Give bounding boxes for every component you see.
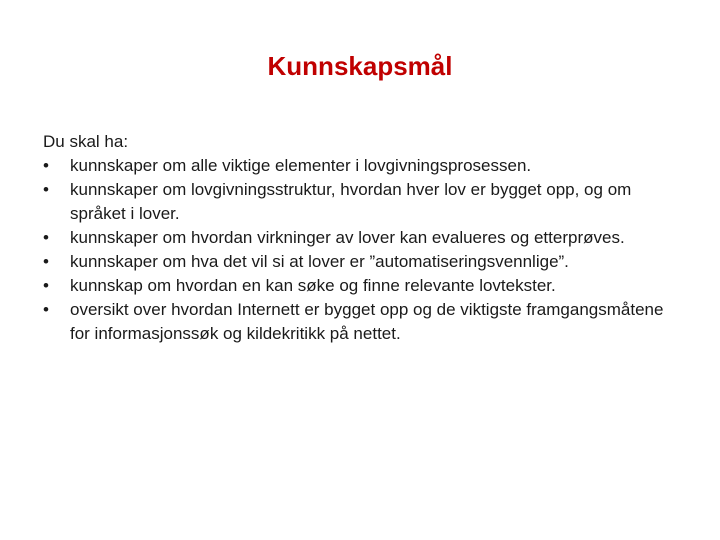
bullet-text: kunnskaper om hvordan virkninger av lover kan evalueres og etterprøves. — [70, 228, 625, 247]
bullet-text: kunnskap om hvordan en kan søke og finne relevante lovtekster. — [70, 276, 556, 295]
bullet-text: kunnskaper om lovgivningsstruktur, hvordan hver lov er bygget opp, og om språket i lover. — [70, 180, 632, 223]
intro-text: Du skal ha: — [43, 132, 129, 151]
bullet-list — [43, 154, 673, 346]
slide-content — [43, 130, 673, 346]
bullet-item-1 — [43, 154, 673, 178]
bullet-item-6 — [43, 298, 673, 346]
bullet-text: oversikt over hvordan Internett er bygget opp og de viktigste framgangsmåtene for informasjonssøk og kildekritikk på nettet. — [70, 300, 664, 343]
bullet-icon: • — [43, 276, 49, 295]
bullet-text: kunnskaper om hva det vil si at lover er ”automatiseringsvennlige”. — [70, 252, 569, 271]
bullet-icon: • — [43, 300, 49, 319]
bullet-icon: • — [43, 156, 49, 175]
bullet-icon: • — [43, 228, 49, 247]
bullet-item-3 — [43, 226, 673, 250]
bullet-item-5 — [43, 274, 673, 298]
bullet-icon: • — [43, 180, 49, 199]
bullet-icon: • — [43, 252, 49, 271]
bullet-item-2 — [43, 178, 673, 226]
bullet-text: kunnskaper om alle viktige elementer i lovgivningsprosessen. — [70, 156, 532, 175]
slide-title: Kunnskapsmål — [267, 51, 453, 81]
bullet-item-4 — [43, 250, 673, 274]
